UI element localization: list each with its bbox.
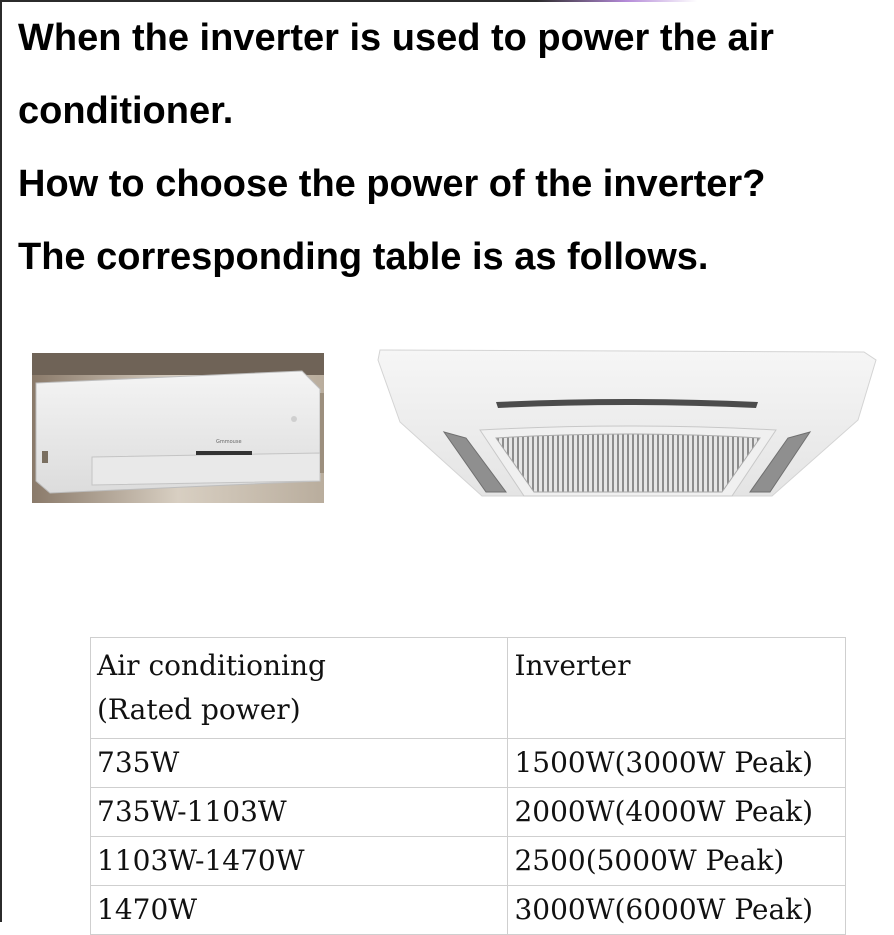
inverter-power-cell: 2500(5000W Peak) xyxy=(508,837,846,886)
cassette-air-conditioner-image xyxy=(372,346,884,506)
inverter-power-cell: 3000W(6000W Peak) xyxy=(508,886,846,935)
inverter-power-cell: 1500W(3000W Peak) xyxy=(508,739,846,788)
ac-power-cell: 735W-1103W xyxy=(91,788,508,837)
intro-line-2: conditioner. xyxy=(18,90,234,132)
header-inverter: Inverter xyxy=(508,638,846,739)
table-row xyxy=(91,739,846,788)
ac-power-cell: 735W xyxy=(91,739,508,788)
ac-power-cell: 1103W-1470W xyxy=(91,837,508,886)
intro-line-1: When the inverter is used to power the air xyxy=(18,17,774,59)
inverter-selection-table xyxy=(90,637,846,935)
frame-top-border xyxy=(0,0,894,2)
table-header-row xyxy=(91,638,846,739)
intro-question: How to choose the power of the inverter? xyxy=(18,163,766,205)
table-row xyxy=(91,788,846,837)
header-air-conditioning xyxy=(91,638,508,739)
table-row xyxy=(91,837,846,886)
table-row xyxy=(91,886,846,935)
frame-left-border xyxy=(0,0,2,922)
header-air-conditioning-line2: (Rated power) xyxy=(97,693,301,726)
header-air-conditioning-line1: Air conditioning xyxy=(97,649,326,682)
ac-power-cell: 1470W xyxy=(91,886,508,935)
wall-unit-brand: Gmmouse xyxy=(216,439,242,445)
wall-air-conditioner-image xyxy=(32,353,324,503)
intro-line-4: The corresponding table is as follows. xyxy=(18,236,709,278)
inverter-power-cell: 2000W(4000W Peak) xyxy=(508,788,846,837)
